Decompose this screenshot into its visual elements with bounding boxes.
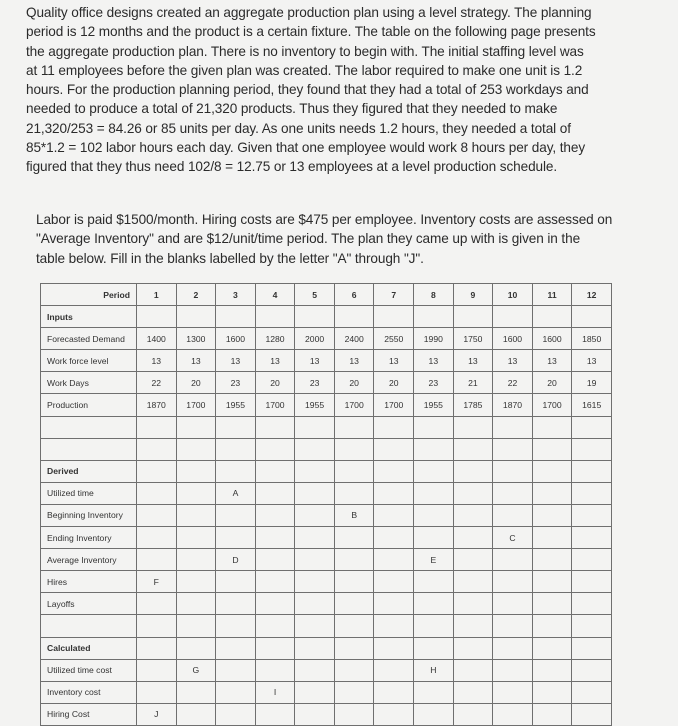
input-row (41, 350, 612, 372)
table-cell (414, 637, 454, 659)
calculated-row (41, 703, 612, 725)
table-cell (255, 306, 295, 328)
table-cell (255, 460, 295, 482)
table-cell (137, 659, 177, 681)
intro-line: 85*1.2 = 102 labor hours each day. Given that one employee would work 8 hours per day, they (26, 140, 586, 156)
row-label: Work Days (41, 372, 137, 394)
table-cell (374, 438, 414, 460)
table-cell (295, 659, 335, 681)
problem-intro (26, 3, 636, 177)
problem-instructions (36, 210, 636, 268)
table-cell: 22 (137, 372, 177, 394)
table-cell (137, 637, 177, 659)
table-cell (137, 593, 177, 615)
spacer-row (41, 615, 612, 637)
section-label: Calculated (41, 637, 137, 659)
table-cell (453, 460, 493, 482)
intro-line: period is 12 months and the product is a certain fixture. The table on the following page presents (26, 24, 596, 40)
table-cell (493, 703, 533, 725)
row-label: Ending Inventory (41, 527, 137, 549)
table-cell (532, 438, 572, 460)
table-cell (453, 306, 493, 328)
row-label: Layoffs (41, 593, 137, 615)
table-cell (334, 416, 374, 438)
table-cell: 23 (216, 372, 256, 394)
table-cell (532, 527, 572, 549)
table-cell: 13 (295, 350, 335, 372)
table-cell: 1870 (137, 394, 177, 416)
table-cell: 13 (334, 350, 374, 372)
table-cell: 20 (255, 372, 295, 394)
table-cell (137, 504, 177, 526)
table-cell (255, 637, 295, 659)
table-cell: 13 (216, 350, 256, 372)
table-cell: 23 (295, 372, 335, 394)
table-cell (216, 637, 256, 659)
derived-row (41, 482, 612, 504)
table-cell: 19 (572, 372, 612, 394)
table-cell (572, 460, 612, 482)
table-cell (176, 615, 216, 637)
table-cell (334, 482, 374, 504)
table-cell (453, 527, 493, 549)
table-cell (334, 659, 374, 681)
table-cell (493, 306, 533, 328)
section-label: Inputs (41, 306, 137, 328)
derived-row (41, 527, 612, 549)
table-cell (295, 460, 335, 482)
table-cell (255, 527, 295, 549)
intro-line: the aggregate production plan. There is no inventory to begin with. The initial staffing level was (26, 43, 584, 59)
table-cell (493, 615, 533, 637)
table-cell (255, 593, 295, 615)
table-cell (453, 571, 493, 593)
table-cell (374, 416, 414, 438)
blank-marker: A (216, 482, 256, 504)
table-cell (176, 571, 216, 593)
table-cell: 22 (493, 372, 533, 394)
table-cell (137, 527, 177, 549)
table-cell (414, 482, 454, 504)
table-cell (572, 416, 612, 438)
table-cell (255, 615, 295, 637)
table-cell (334, 615, 374, 637)
table-cell: 1870 (493, 394, 533, 416)
table-cell (493, 416, 533, 438)
table-cell (137, 549, 177, 571)
table-cell (216, 659, 256, 681)
table-cell (493, 460, 533, 482)
table-cell (532, 593, 572, 615)
period-number: 1 (137, 284, 177, 306)
table-cell (137, 482, 177, 504)
table-cell (414, 593, 454, 615)
table-cell (216, 504, 256, 526)
table-cell (176, 593, 216, 615)
inputs-section-row (41, 306, 612, 328)
table-cell (255, 703, 295, 725)
blank-marker: F (137, 571, 177, 593)
table-cell (453, 703, 493, 725)
table-cell (493, 549, 533, 571)
table-cell (176, 637, 216, 659)
table-cell (374, 306, 414, 328)
table-cell (572, 637, 612, 659)
table-cell (216, 438, 256, 460)
table-cell (414, 306, 454, 328)
derived-row (41, 593, 612, 615)
period-number: 3 (216, 284, 256, 306)
calculated-section-row (41, 637, 612, 659)
table-cell: 13 (255, 350, 295, 372)
table-cell (572, 571, 612, 593)
table-cell: 13 (414, 350, 454, 372)
table-cell (572, 504, 612, 526)
table-cell (295, 703, 335, 725)
table-cell (137, 416, 177, 438)
table-cell: 13 (493, 350, 533, 372)
table-cell (334, 527, 374, 549)
table-cell (374, 549, 414, 571)
period-header-row (41, 284, 612, 306)
table-cell (176, 504, 216, 526)
table-cell: 1700 (532, 394, 572, 416)
table-cell (374, 460, 414, 482)
table-cell: 1400 (137, 328, 177, 350)
blank-marker: J (137, 703, 177, 725)
table-cell (295, 615, 335, 637)
table-cell (255, 549, 295, 571)
table-cell (532, 460, 572, 482)
table-cell: 20 (374, 372, 414, 394)
table-cell (176, 438, 216, 460)
table-cell (414, 438, 454, 460)
table-cell: 2400 (334, 328, 374, 350)
table-cell (216, 571, 256, 593)
table-cell (176, 416, 216, 438)
table-cell (374, 482, 414, 504)
table-cell (295, 482, 335, 504)
spacer-row (41, 438, 612, 460)
table-cell: 1600 (216, 328, 256, 350)
table-cell (216, 703, 256, 725)
table-cell (374, 703, 414, 725)
table-cell (176, 527, 216, 549)
table-cell: 13 (374, 350, 414, 372)
derived-section-row (41, 460, 612, 482)
table-cell: 1850 (572, 328, 612, 350)
aggregate-plan-table-container (40, 283, 612, 726)
table-cell (532, 504, 572, 526)
table-cell (334, 306, 374, 328)
table-cell: 1280 (255, 328, 295, 350)
table-cell (414, 504, 454, 526)
table-cell (532, 306, 572, 328)
table-cell (572, 527, 612, 549)
aggregate-plan-table (40, 283, 612, 726)
derived-row (41, 571, 612, 593)
period-number: 11 (532, 284, 572, 306)
row-label: Forecasted Demand (41, 328, 137, 350)
period-number: 6 (334, 284, 374, 306)
intro-line: 21,320/253 = 84.26 or 85 units per day. As one units needs 1.2 hours, they needed a total of (26, 120, 571, 136)
table-cell (255, 438, 295, 460)
table-cell (414, 460, 454, 482)
table-cell (255, 416, 295, 438)
row-label: Hiring Cost (41, 703, 137, 725)
table-cell (334, 637, 374, 659)
table-cell (414, 527, 454, 549)
row-label: Production (41, 394, 137, 416)
table-cell (295, 416, 335, 438)
row-label: Average Inventory (41, 549, 137, 571)
table-cell (255, 659, 295, 681)
table-cell (176, 306, 216, 328)
blank-marker: H (414, 659, 454, 681)
table-cell (453, 637, 493, 659)
table-cell (374, 593, 414, 615)
row-label (41, 615, 137, 637)
period-label: Period (41, 284, 137, 306)
table-cell: 13 (532, 350, 572, 372)
table-cell (414, 615, 454, 637)
row-label: Utilized time cost (41, 659, 137, 681)
table-cell (255, 482, 295, 504)
table-cell (334, 460, 374, 482)
table-cell (493, 438, 533, 460)
intro-line: at 11 employees before the given plan was created. The labor required to make one unit is 1.2 (26, 62, 583, 78)
table-cell: 13 (176, 350, 216, 372)
table-cell (532, 571, 572, 593)
input-row (41, 394, 612, 416)
table-cell (295, 549, 335, 571)
period-number: 8 (414, 284, 454, 306)
table-cell: 1600 (493, 328, 533, 350)
table-cell: 13 (453, 350, 493, 372)
table-cell (453, 482, 493, 504)
table-cell (453, 593, 493, 615)
table-cell: 1955 (414, 394, 454, 416)
table-cell: 1955 (216, 394, 256, 416)
blank-marker: G (176, 659, 216, 681)
period-number: 9 (453, 284, 493, 306)
table-cell: 23 (414, 372, 454, 394)
table-cell (216, 593, 256, 615)
table-cell (493, 504, 533, 526)
table-cell: 1785 (453, 394, 493, 416)
row-label (41, 438, 137, 460)
table-cell (295, 571, 335, 593)
row-label: Inventory cost (41, 681, 137, 703)
blank-marker: E (414, 549, 454, 571)
table-cell (532, 637, 572, 659)
table-cell (414, 416, 454, 438)
table-cell (295, 637, 335, 659)
table-cell (493, 593, 533, 615)
period-number: 2 (176, 284, 216, 306)
table-cell (334, 549, 374, 571)
row-label (41, 416, 137, 438)
table-cell (374, 637, 414, 659)
instruction-line: "Average Inventory" and are $12/unit/time period. The plan they came up with is given in the (36, 231, 581, 247)
table-cell (493, 482, 533, 504)
table-cell: 1990 (414, 328, 454, 350)
table-cell: 1700 (334, 394, 374, 416)
table-cell (572, 659, 612, 681)
table-cell (374, 615, 414, 637)
calculated-row (41, 659, 612, 681)
table-cell (255, 504, 295, 526)
intro-line: hours. For the production planning period, they found that they had a total of 253 workdays and (26, 82, 589, 98)
table-cell: 1300 (176, 328, 216, 350)
row-label: Beginning Inventory (41, 504, 137, 526)
period-number: 4 (255, 284, 295, 306)
table-cell (334, 703, 374, 725)
table-cell (453, 659, 493, 681)
table-cell: 1600 (532, 328, 572, 350)
table-cell (532, 482, 572, 504)
table-cell: 1750 (453, 328, 493, 350)
table-cell (414, 703, 454, 725)
table-cell (137, 460, 177, 482)
table-cell (532, 659, 572, 681)
table-cell (453, 504, 493, 526)
table-cell (176, 460, 216, 482)
table-cell (572, 438, 612, 460)
table-cell: 2000 (295, 328, 335, 350)
table-cell (295, 438, 335, 460)
table-cell (137, 615, 177, 637)
instruction-line: Labor is paid $1500/month. Hiring costs are $475 per employee. Inventory costs are assessed on (36, 212, 613, 227)
table-cell (532, 416, 572, 438)
derived-row (41, 549, 612, 571)
table-cell: 1700 (255, 394, 295, 416)
table-cell (334, 438, 374, 460)
table-cell (295, 306, 335, 328)
table-cell (255, 571, 295, 593)
table-cell (453, 438, 493, 460)
input-row (41, 328, 612, 350)
row-label: Utilized time (41, 482, 137, 504)
row-label: Work force level (41, 350, 137, 372)
table-cell (453, 615, 493, 637)
table-cell (453, 549, 493, 571)
table-cell (334, 593, 374, 615)
instruction-line: table below. Fill in the blanks labelled by the letter "A" through "J". (36, 250, 424, 266)
table-cell (374, 527, 414, 549)
period-number: 7 (374, 284, 414, 306)
intro-line: needed to produce a total of 21,320 products. Thus they figured that they needed to make (26, 101, 558, 117)
table-cell (374, 659, 414, 681)
table-cell (374, 504, 414, 526)
table-cell (295, 527, 335, 549)
input-row (41, 372, 612, 394)
table-cell (572, 615, 612, 637)
row-label: Hires (41, 571, 137, 593)
table-cell (572, 549, 612, 571)
table-cell: 20 (176, 372, 216, 394)
table-cell (493, 571, 533, 593)
table-cell (532, 615, 572, 637)
table-cell (374, 571, 414, 593)
table-cell (137, 438, 177, 460)
table-cell: 1955 (295, 394, 335, 416)
table-cell (572, 703, 612, 725)
table-cell (572, 306, 612, 328)
table-cell (176, 703, 216, 725)
table-cell (453, 416, 493, 438)
table-cell (572, 482, 612, 504)
table-cell (295, 593, 335, 615)
blank-marker: D (216, 549, 256, 571)
table-cell (334, 571, 374, 593)
section-label: Derived (41, 460, 137, 482)
table-cell: 13 (137, 350, 177, 372)
blank-marker: I (255, 681, 295, 703)
table-cell: 21 (453, 372, 493, 394)
table-cell (414, 571, 454, 593)
table-cell (176, 549, 216, 571)
table-cell (216, 527, 256, 549)
table-cell: 20 (334, 372, 374, 394)
table-cell: 1700 (374, 394, 414, 416)
period-number: 5 (295, 284, 335, 306)
table-cell (532, 549, 572, 571)
blank-marker: B (334, 504, 374, 526)
blank-marker: C (493, 527, 533, 549)
table-cell (572, 593, 612, 615)
table-cell (137, 306, 177, 328)
table-cell: 20 (532, 372, 572, 394)
intro-line: figured that they thus need 102/8 = 12.75 or 13 employees at a level production schedule. (26, 159, 558, 175)
table-cell (532, 703, 572, 725)
period-number: 10 (493, 284, 533, 306)
table-cell: 1615 (572, 394, 612, 416)
table-cell (493, 637, 533, 659)
table-cell (216, 460, 256, 482)
table-cell: 2550 (374, 328, 414, 350)
period-number: 12 (572, 284, 612, 306)
table-cell (216, 615, 256, 637)
table-cell (295, 504, 335, 526)
spacer-row (41, 416, 612, 438)
table-cell: 1700 (176, 394, 216, 416)
derived-row (41, 504, 612, 526)
table-cell (493, 659, 533, 681)
table-cell (216, 416, 256, 438)
table-cell: 13 (572, 350, 612, 372)
table-cell (176, 482, 216, 504)
intro-line: Quality office designs created an aggregate production plan using a level strategy. The planning (26, 5, 592, 20)
table-cell (216, 306, 256, 328)
